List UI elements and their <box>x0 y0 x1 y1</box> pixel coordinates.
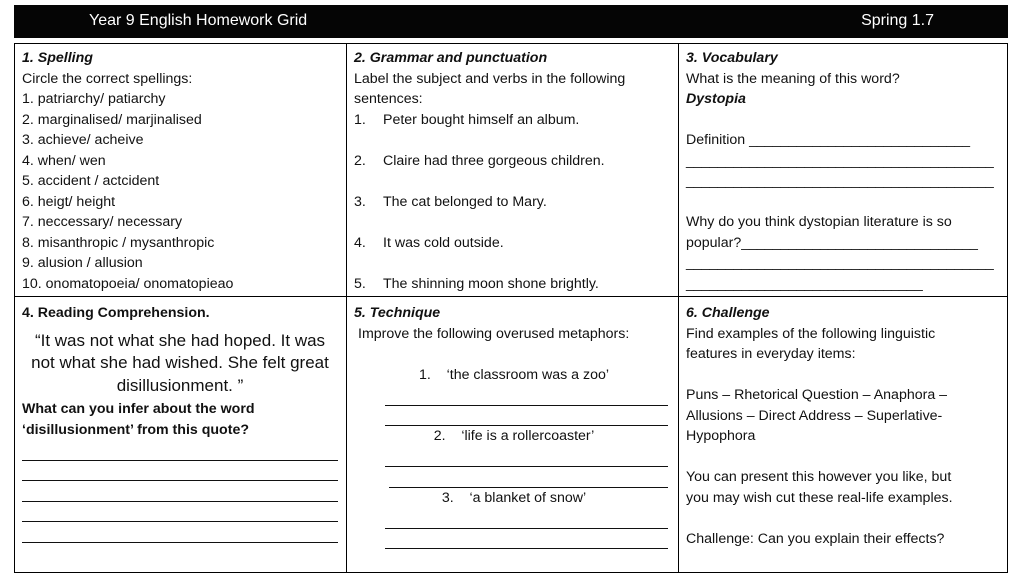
grammar-sentence[interactable]: 3. The cat belonged to Mary. <box>354 193 547 210</box>
spelling-item[interactable]: 8. misanthropic / mysanthropic <box>22 234 215 251</box>
reading-question-cont: ‘disillusionment’ from this quote? <box>22 421 250 438</box>
metaphor-item: 2. ‘life is a rollercoaster’ <box>433 428 595 444</box>
answer-line[interactable] <box>22 461 338 482</box>
spelling-instruction: Circle the correct spellings: <box>22 70 193 87</box>
challenge-instruction-cont: features in everyday items: <box>686 346 856 362</box>
answer-line[interactable] <box>385 447 668 468</box>
answer-line[interactable] <box>385 406 668 427</box>
challenge-instruction: Find examples of the following linguistic <box>686 325 936 342</box>
spelling-heading: 1. Spelling <box>22 50 93 66</box>
term-label: Spring 1.7 <box>861 12 934 29</box>
page-title: Year 9 English Homework Grid <box>89 12 308 29</box>
challenge-question: Challenge: Can you explain their effects? <box>686 530 945 547</box>
grammar-sentence[interactable]: 2. Claire had three gorgeous children. <box>354 152 605 169</box>
why-answer-line[interactable]: ______________________________ <box>686 275 923 292</box>
spelling-item[interactable]: 7. neccessary/ necessary <box>22 214 183 230</box>
spelling-item[interactable]: 4. when/ wen <box>22 152 106 169</box>
vocabulary-word: Dystopia <box>686 91 746 107</box>
spelling-item[interactable]: 10. onomatopoeia/ onomatopieao <box>22 275 234 292</box>
technique-heading: 5. Technique <box>354 305 441 321</box>
vocabulary-question: What is the meaning of this word? <box>686 70 900 87</box>
grammar-heading: 2. Grammar and punctuation <box>354 50 548 66</box>
why-answer-field[interactable]: popular?______________________________ <box>686 234 978 251</box>
answer-line[interactable] <box>385 385 668 406</box>
features-list-cont: Allusions – Direct Address – Superlative- <box>686 407 943 424</box>
reading-question: What can you infer about the word <box>22 401 255 417</box>
present-note-cont: you may wish cut these real-life examples. <box>686 489 953 506</box>
spelling-item[interactable]: 2. marginalised/ marjinalised <box>22 111 202 128</box>
vocabulary-cell <box>678 44 1008 296</box>
features-list-end: Hypophora <box>686 428 756 444</box>
grammar-instruction-cont: sentences: <box>354 91 423 107</box>
grammar-sentence[interactable]: 1. Peter bought himself an album. <box>354 111 580 128</box>
spelling-item[interactable]: 9. alusion / allusion <box>22 255 143 271</box>
spelling-cell <box>15 44 346 296</box>
grammar-cell <box>346 44 678 296</box>
vocabulary-heading: 3. Vocabulary <box>686 50 778 66</box>
definition-line[interactable]: _______________________________________ <box>686 173 994 189</box>
answer-line[interactable] <box>22 440 338 461</box>
technique-cell <box>346 296 678 572</box>
homework-grid <box>14 43 1008 573</box>
present-note: You can present this however you like, but <box>686 469 952 485</box>
why-answer-line[interactable]: _______________________________________ <box>686 255 994 271</box>
challenge-cell <box>678 296 1008 572</box>
answer-line[interactable] <box>389 467 668 488</box>
spelling-item[interactable]: 3. achieve/ acheive <box>22 132 144 148</box>
definition-field[interactable]: Definition ____________________________ <box>686 132 971 148</box>
spelling-item[interactable]: 1. patriarchy/ patiarchy <box>22 91 166 107</box>
metaphor-item: 3. ‘a blanket of snow’ <box>441 489 587 506</box>
technique-instruction: Improve the following overused metaphors: <box>358 325 630 342</box>
reading-cell <box>15 296 346 572</box>
grammar-instruction: Label the subject and verbs in the following <box>354 70 626 87</box>
answer-line[interactable] <box>385 508 668 529</box>
why-question: Why do you think dystopian literature is so <box>686 214 952 230</box>
answer-line[interactable] <box>22 502 338 523</box>
reading-quote: “It was not what she had hoped. It was not what she had wished. She felt great disillusionment. ” <box>31 330 329 395</box>
answer-line[interactable] <box>22 481 338 502</box>
reading-heading: 4. Reading Comprehension. <box>22 305 210 321</box>
answer-line[interactable] <box>385 529 668 550</box>
metaphor-item: 1. ‘the classroom was a zoo’ <box>418 366 610 383</box>
spelling-item[interactable]: 6. heigt/ height <box>22 193 116 210</box>
grammar-sentence[interactable]: 5. The shinning moon shone brightly. <box>354 275 599 292</box>
header-bar <box>14 5 1008 38</box>
grammar-sentence[interactable]: 4. It was cold outside. <box>354 234 504 251</box>
spelling-item[interactable]: 5. accident / actcident <box>22 173 160 189</box>
challenge-heading: 6. Challenge <box>686 305 770 321</box>
features-list: Puns – Rhetorical Question – Anaphora – <box>686 387 948 403</box>
definition-line[interactable]: _______________________________________ <box>686 152 994 169</box>
answer-line[interactable] <box>22 522 338 543</box>
